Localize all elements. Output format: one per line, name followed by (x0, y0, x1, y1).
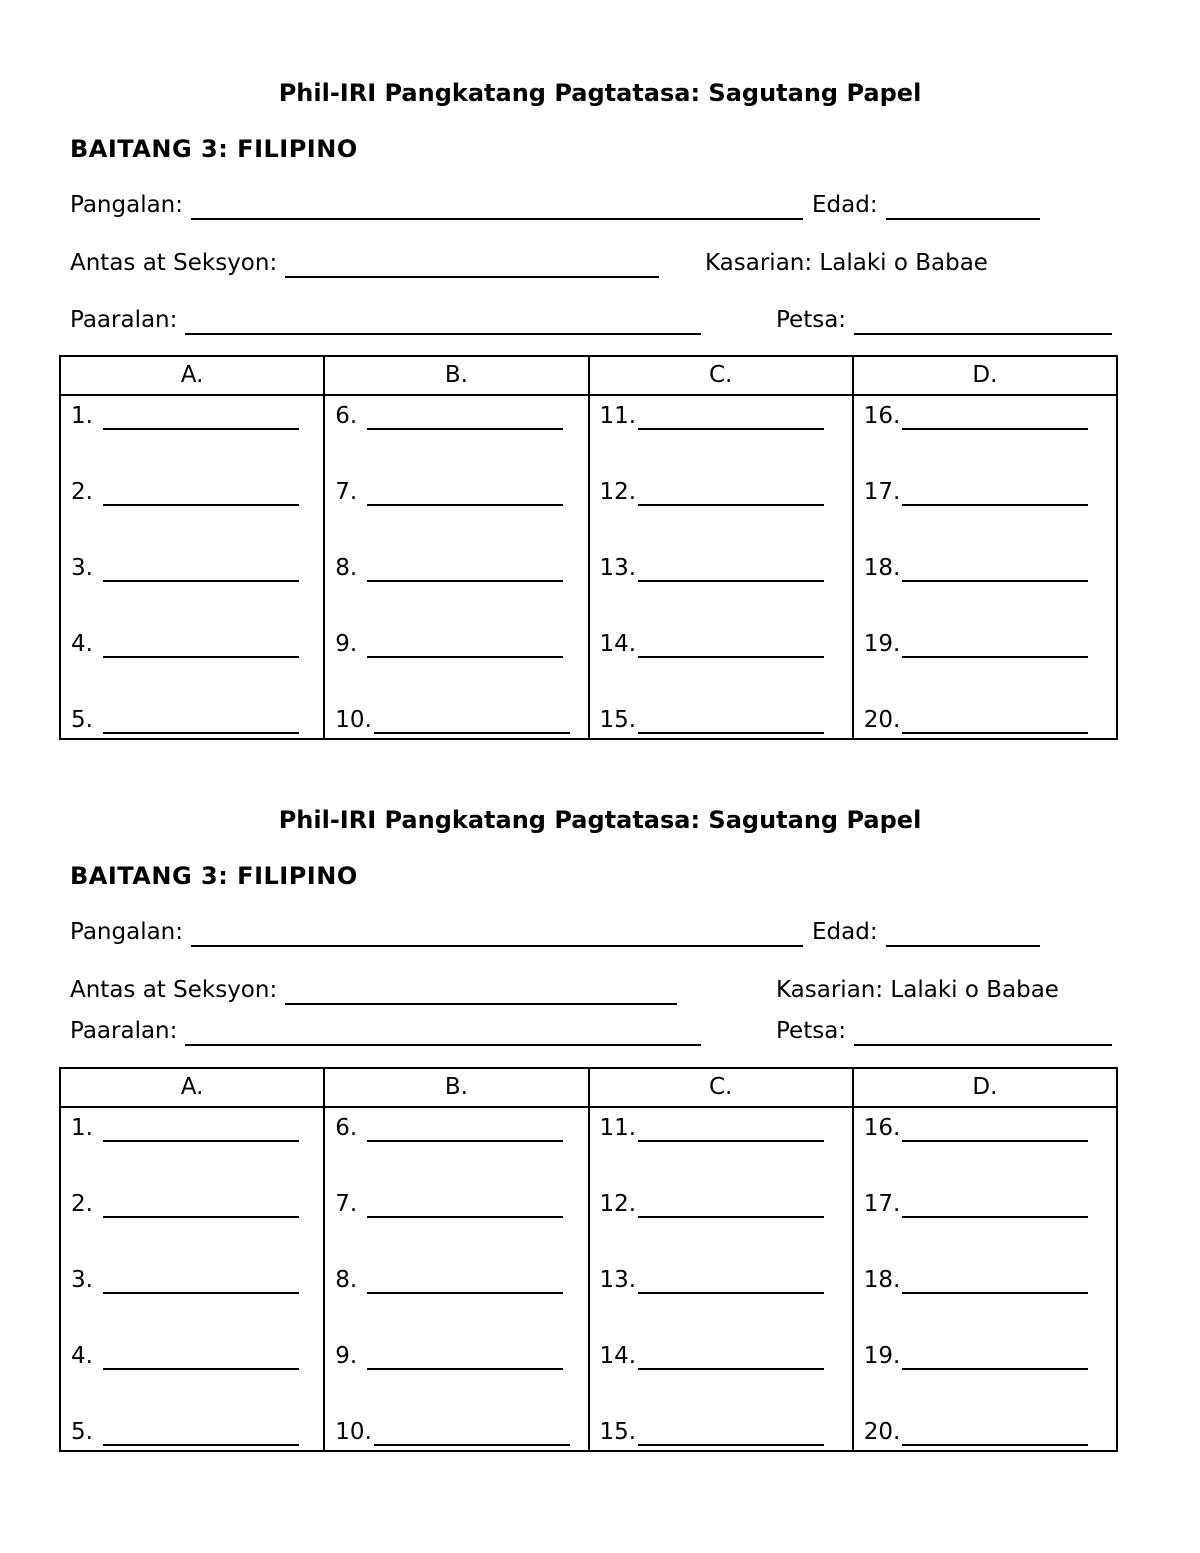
name-blank[interactable] (191, 196, 803, 220)
item-number: 11. (599, 403, 637, 429)
age-field[interactable] (812, 917, 1040, 947)
answer-blank[interactable] (902, 548, 1088, 582)
item-number: 13. (599, 1267, 637, 1293)
age-label: Edad: (812, 919, 878, 945)
item-number: 12. (599, 1191, 637, 1217)
item-number: 16. (863, 403, 901, 429)
answer-blank[interactable] (902, 396, 1088, 430)
age-blank[interactable] (886, 923, 1040, 947)
answer-item[interactable] (325, 472, 587, 548)
school-label: Paaralan: (70, 1018, 178, 1044)
answer-item[interactable] (61, 1108, 323, 1184)
item-number: 16. (863, 1115, 901, 1141)
answer-item[interactable] (61, 624, 323, 700)
item-number: 5. (71, 1419, 93, 1445)
item-number: 4. (71, 1343, 93, 1369)
answer-blank[interactable] (638, 624, 824, 658)
answer-blank[interactable] (902, 1336, 1088, 1370)
answer-item[interactable] (61, 1184, 323, 1260)
answer-blank[interactable] (367, 472, 563, 506)
answer-blank[interactable] (902, 472, 1088, 506)
school-field[interactable] (70, 1016, 701, 1046)
item-number: 9. (335, 1343, 358, 1369)
item-number: 18. (863, 1267, 901, 1293)
item-number: 11. (599, 1115, 637, 1141)
name-blank[interactable] (191, 923, 803, 947)
item-number: 8. (335, 555, 358, 581)
answer-blank[interactable] (367, 1336, 563, 1370)
column-header-c: C. (589, 356, 853, 395)
name-label: Pangalan: (70, 192, 184, 218)
answer-blank[interactable] (367, 548, 563, 582)
column-header-a: A. (60, 356, 324, 395)
answer-item[interactable] (61, 1336, 323, 1412)
item-number: 14. (599, 1343, 637, 1369)
sex-field[interactable] (705, 248, 988, 278)
answer-blank[interactable] (103, 472, 299, 506)
date-label: Petsa: (776, 307, 847, 333)
date-field[interactable] (776, 305, 1112, 335)
item-number: 3. (71, 555, 93, 581)
grade-subject-heading: BAITANG 3: FILIPINO (70, 862, 358, 890)
item-number: 8. (335, 1267, 358, 1293)
answer-item[interactable] (325, 1184, 587, 1260)
answer-blank[interactable] (638, 1108, 824, 1142)
answer-item[interactable] (590, 1108, 852, 1184)
sheet-title: Phil-IRI Pangkatang Pagtatasa: Sagutang Papel (278, 79, 922, 107)
answer-blank[interactable] (367, 396, 563, 430)
answer-item[interactable] (854, 1260, 1116, 1336)
age-label: Edad: (812, 192, 878, 218)
answer-blank[interactable] (103, 1108, 299, 1142)
answer-blank[interactable] (103, 700, 299, 734)
item-number: 5. (71, 707, 93, 733)
item-number: 19. (863, 1343, 901, 1369)
column-b (324, 395, 588, 739)
item-number: 1. (71, 1115, 93, 1141)
item-number: 6. (335, 403, 358, 429)
item-number: 17. (863, 1191, 901, 1217)
answer-blank[interactable] (902, 1108, 1088, 1142)
answer-item[interactable] (854, 700, 1116, 738)
date-field[interactable] (776, 1016, 1112, 1046)
answer-item[interactable] (61, 1412, 323, 1450)
answer-item[interactable] (854, 1412, 1116, 1450)
column-b (324, 1107, 588, 1451)
answer-item[interactable] (854, 624, 1116, 700)
column-a (60, 395, 324, 739)
answer-item[interactable] (590, 472, 852, 548)
answer-blank[interactable] (638, 396, 824, 430)
answer-item[interactable] (590, 1412, 852, 1450)
sheet-title: Phil-IRI Pangkatang Pagtatasa: Sagutang Papel (278, 806, 922, 834)
name-field[interactable] (70, 190, 803, 220)
item-number: 3. (71, 1267, 93, 1293)
answer-blank[interactable] (103, 624, 299, 658)
answer-blank[interactable] (638, 1336, 824, 1370)
answer-item[interactable] (325, 1260, 587, 1336)
item-number: 10. (335, 1419, 372, 1445)
item-number: 20. (863, 707, 901, 733)
item-number: 14. (599, 631, 637, 657)
answer-blank[interactable] (367, 1260, 563, 1294)
column-header-c: C. (589, 1068, 853, 1107)
item-number: 4. (71, 631, 93, 657)
item-number: 2. (71, 479, 93, 505)
answer-item[interactable] (61, 472, 323, 548)
date-blank[interactable] (854, 311, 1112, 335)
answer-item[interactable] (854, 548, 1116, 624)
section-blank[interactable] (285, 981, 677, 1005)
section-label: Antas at Seksyon: (70, 977, 278, 1003)
school-field[interactable] (70, 305, 701, 335)
school-blank[interactable] (185, 311, 701, 335)
answer-item[interactable] (325, 1412, 587, 1450)
answer-item[interactable] (61, 700, 323, 738)
age-field[interactable] (812, 190, 1040, 220)
answer-item[interactable] (325, 1108, 587, 1184)
answer-blank[interactable] (638, 1412, 824, 1446)
answer-item[interactable] (325, 1336, 587, 1412)
section-label: Antas at Seksyon: (70, 250, 278, 276)
item-number: 18. (863, 555, 901, 581)
section-blank[interactable] (285, 254, 659, 278)
answer-blank[interactable] (638, 472, 824, 506)
section-field[interactable] (70, 248, 659, 278)
answer-item[interactable] (590, 548, 852, 624)
column-d (853, 1107, 1117, 1451)
answer-item[interactable] (590, 1336, 852, 1412)
sex-label: Kasarian: Lalaki o Babae (705, 250, 988, 276)
answer-item[interactable] (590, 624, 852, 700)
item-number: 10. (335, 707, 372, 733)
item-number: 1. (71, 403, 93, 429)
answer-blank[interactable] (103, 1260, 299, 1294)
item-number: 20. (863, 1419, 901, 1445)
answer-blank[interactable] (103, 1184, 299, 1218)
column-c (589, 395, 853, 739)
answer-item[interactable] (61, 1260, 323, 1336)
answer-item[interactable] (854, 1184, 1116, 1260)
answer-blank[interactable] (103, 396, 299, 430)
column-c (589, 1107, 853, 1451)
item-number: 6. (335, 1115, 358, 1141)
answer-item[interactable] (590, 1184, 852, 1260)
answer-blank[interactable] (902, 1260, 1088, 1294)
answer-blank[interactable] (103, 1412, 299, 1446)
answer-item[interactable] (325, 548, 587, 624)
item-number: 19. (863, 631, 901, 657)
answer-item[interactable] (325, 700, 587, 738)
sex-field[interactable] (776, 975, 1059, 1005)
answer-item[interactable] (61, 396, 323, 472)
answer-blank[interactable] (638, 1260, 824, 1294)
answer-blank[interactable] (638, 700, 824, 734)
answer-table (59, 1067, 1118, 1452)
answer-blank[interactable] (103, 548, 299, 582)
column-a (60, 1107, 324, 1451)
item-number: 15. (599, 1419, 637, 1445)
answer-blank[interactable] (638, 1184, 824, 1218)
answer-item[interactable] (854, 472, 1116, 548)
answer-item[interactable] (854, 1336, 1116, 1412)
item-number: 9. (335, 631, 358, 657)
school-blank[interactable] (185, 1022, 701, 1046)
item-number: 7. (335, 479, 358, 505)
name-label: Pangalan: (70, 919, 184, 945)
column-header-d: D. (853, 356, 1117, 395)
answer-blank[interactable] (902, 1412, 1088, 1446)
school-label: Paaralan: (70, 307, 178, 333)
name-field[interactable] (70, 917, 803, 947)
column-header-b: B. (324, 1068, 588, 1107)
answer-blank[interactable] (103, 1336, 299, 1370)
answer-item[interactable] (590, 1260, 852, 1336)
answer-item[interactable] (61, 548, 323, 624)
answer-blank[interactable] (902, 700, 1088, 734)
answer-table (59, 355, 1118, 740)
date-label: Petsa: (776, 1018, 847, 1044)
answer-blank[interactable] (374, 1412, 570, 1446)
answer-blank[interactable] (367, 624, 563, 658)
column-header-b: B. (324, 356, 588, 395)
answer-item[interactable] (590, 700, 852, 738)
answer-item[interactable] (325, 396, 587, 472)
answer-item[interactable] (854, 1108, 1116, 1184)
item-number: 13. (599, 555, 637, 581)
answer-blank[interactable] (638, 548, 824, 582)
section-field[interactable] (70, 975, 677, 1005)
answer-blank[interactable] (374, 700, 570, 734)
item-number: 7. (335, 1191, 358, 1217)
answer-item[interactable] (325, 624, 587, 700)
sex-label: Kasarian: Lalaki o Babae (776, 977, 1059, 1003)
answer-blank[interactable] (902, 624, 1088, 658)
item-number: 17. (863, 479, 901, 505)
age-blank[interactable] (886, 196, 1040, 220)
date-blank[interactable] (854, 1022, 1112, 1046)
answer-blank[interactable] (367, 1184, 563, 1218)
column-header-a: A. (60, 1068, 324, 1107)
answer-blank[interactable] (367, 1108, 563, 1142)
column-header-d: D. (853, 1068, 1117, 1107)
item-number: 15. (599, 707, 637, 733)
answer-blank[interactable] (902, 1184, 1088, 1218)
item-number: 12. (599, 479, 637, 505)
grade-subject-heading: BAITANG 3: FILIPINO (70, 135, 358, 163)
answer-item[interactable] (590, 396, 852, 472)
item-number: 2. (71, 1191, 93, 1217)
answer-item[interactable] (854, 396, 1116, 472)
column-d (853, 395, 1117, 739)
